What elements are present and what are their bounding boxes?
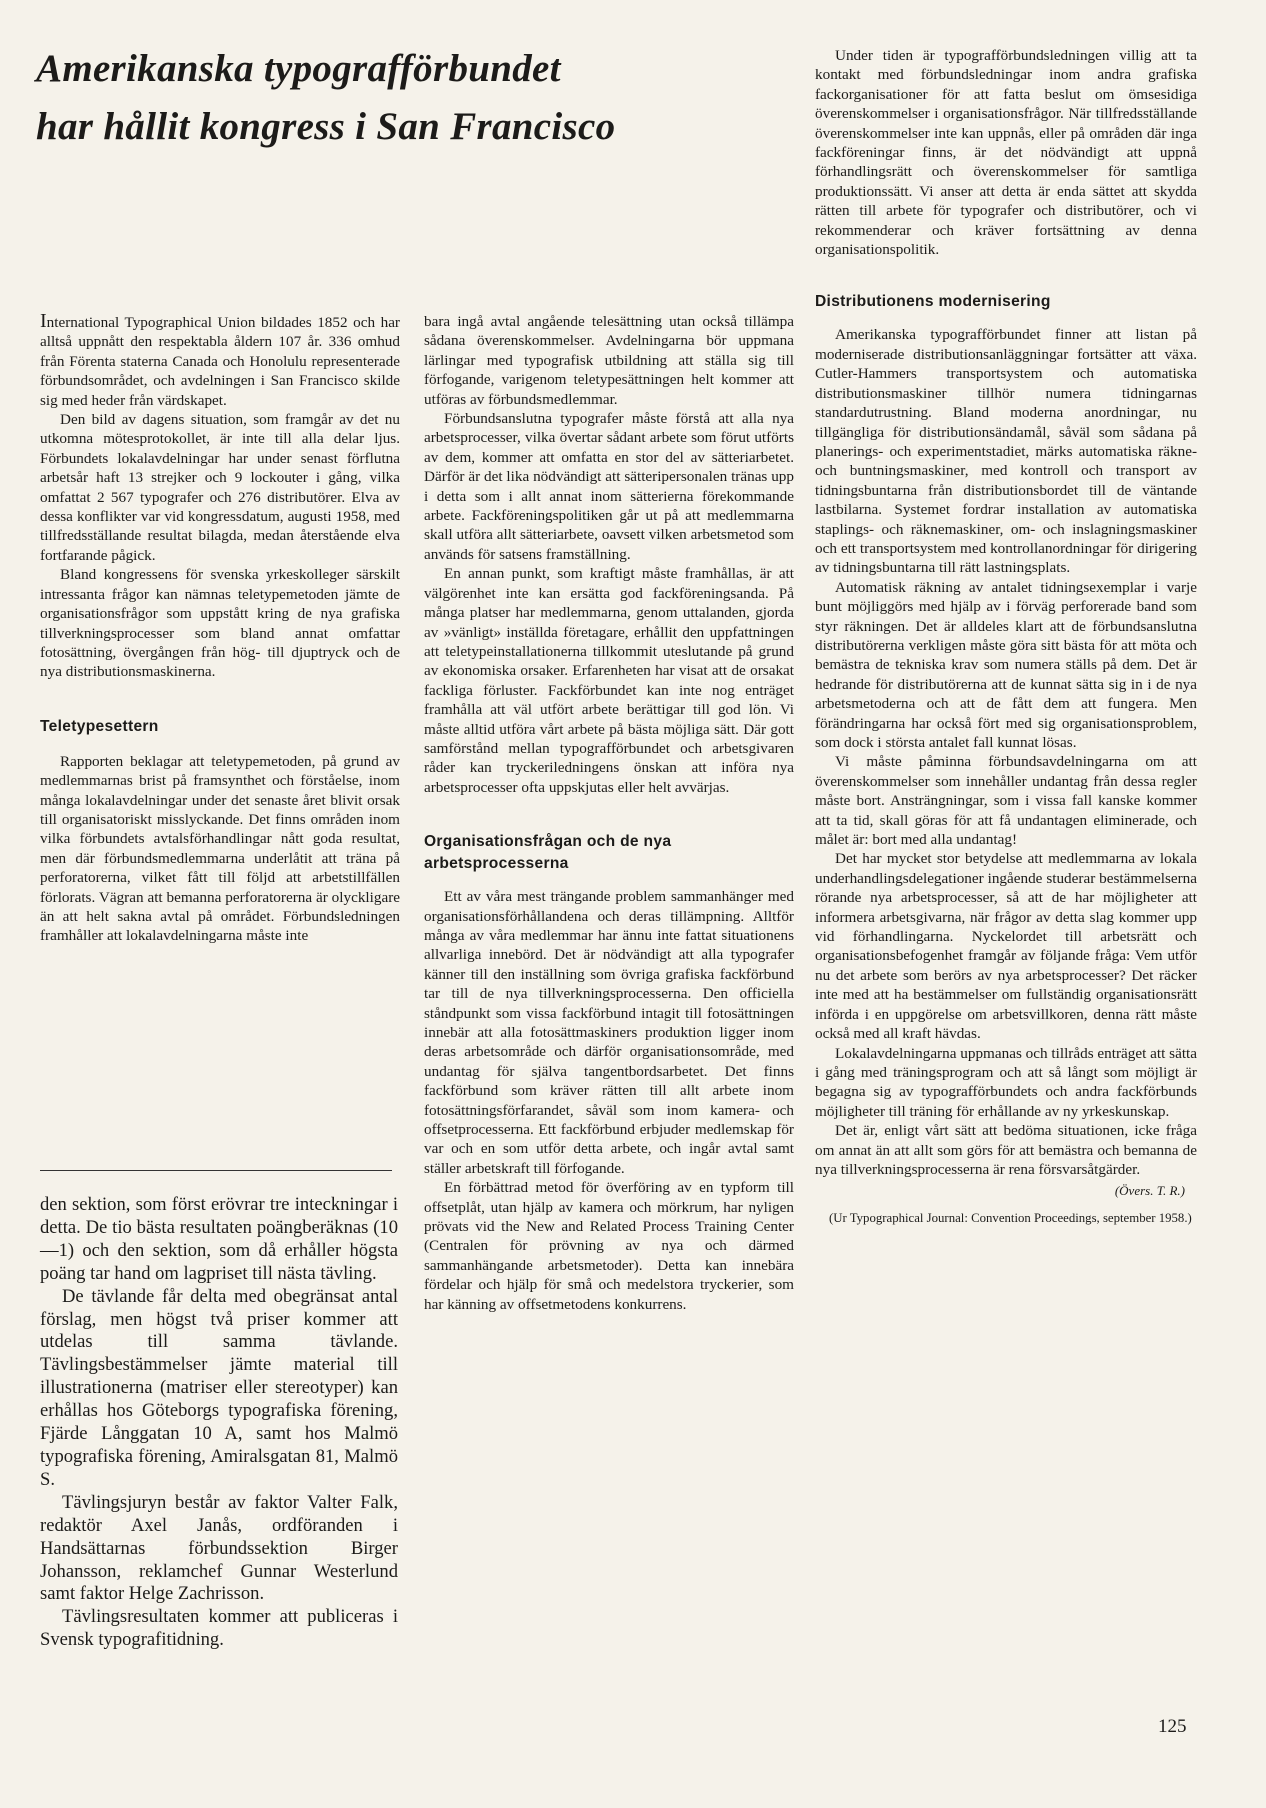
- paragraph: Ett av våra mest trängande problem sammanhänger med organisationsförhållandena och deras tillämpning. Alltför många av våra medlemmar har ännu inte fattat situationens allvarliga innebörd. Det är nödvändigt att alla typografer känner till den inställning som övriga grafiska fackförbund tar till de nya tillverkningsprocesserna. Den officiella ståndpunkt som vissa fackförbund intagit till fotosättningen innebär att alla fotosättmaskiners produktion ligger inom deras arbetsområde och därför organisationsområde, med undantag för själva tangentbordsarbetet. Det finns fackförbund som kräver rätten till allt arbete inom fotosättningsförfarandet, såväl som inom kamera- och offsetprocesserna. Ett fackförbund erbjuder medlemskap för var och en som utför detta arbete, och ingår avtal samt ställer arbetskraft till förfogande.: [424, 888, 794, 1177]
- paragraph: bara ingå avtal angående telesättning utan också tillämpa sådana överenskommelser. Avdelningarna bör uppmana lärlingar med typografisk utbildning att ställa sig till förfogande, varigenom teletypesättningen helt kommer att utföras av förbundsmedlemmar.: [424, 313, 794, 408]
- initial-letter: I: [40, 310, 47, 332]
- column-2: [424, 312, 794, 1314]
- paragraph: Den bild av dagens situation, som framgår av det nu utkomna mötesprotokollet, är inte till alla delar ljus. Förbundets lokalavdelningar har under senast förflutna arbetsår haft 13 strejker och 9 lockouter i gång, vilka omfattat 2 567 typografer och 276 distributörer. Elva av dessa konflikter var vid kongressdatum, augusti 1958, med tillfredsställande resultat bilagda, medan återstående elva fortfarande pågick.: [40, 411, 400, 564]
- translator-signature: (Övers. T. R.): [1114, 1183, 1185, 1199]
- section-heading: Teletypesettern: [40, 717, 159, 735]
- column-1: [40, 312, 400, 946]
- paragraph: Amerikanska typografförbundet finner att listan på moderniserade distributionsanläggningar fortsätter att växa. Cutler-Hammers transportsystem och automatiska distributionsmaskiner tillhör numera tidningarnas standardutrustning. Bland moderna anordningar, nu tillgängliga för distributionsändamål, såväl som sådana på planerings- och experimentstadiet, märks automatiska räkne- och buntningsmaskiner, med kontroll och transport av tidningsbuntarna från distributionsbordet till de väntande lastbilarna. Systemet fordrar installation av automatiska staplings- och räknemaskiner, om- och inslagningsmaskiner och ett transportsystem med kontrollanordningar för dirigering av tidningsbuntarna till rätt lastningsplats.: [815, 326, 1197, 577]
- source-citation: (Ur Typographical Journal: Convention Proceedings, september 1958.): [829, 1210, 1192, 1225]
- page-number: 125: [1158, 1716, 1187, 1737]
- paragraph: Förbundsanslutna typografer måste förstå att alla nya arbetsprocesser, vilka övertar sådant arbete som förut utförts av dem, kommer att omfatta en stor del av sätteriarbetet. Därför är det lika nödvändigt att sätteripersonalen tränas upp i detta som i allt annat inom sätterierna förekommande arbete. Fackföreningspolitiken går ut på att medlemmarna skall utföra allt sätteriarbete, oavsett vilken arbetsmetod som används för satsens framställning.: [424, 410, 794, 563]
- title-line-1: Amerikanska typografförbundet: [36, 47, 561, 90]
- paragraph: Rapporten beklagar att teletypemetoden, på grund av medlemmarnas brist på framsynthet och förståelse, inom många lokalavdelningar under det senaste året blivit orsak till organisatoriskt misslyckande. Det finns områden inom vilka förbundets avtalsförhandlingar nått goda resultat, men där förbundsmedlemmarna underlåtit att träna på perforatorerna, vilket fått till följd att arbetstillfällen förlorats. Vägran att bemanna perforatorerna är olyckligare än att helt sakna avtal på området. Förbundsledningen framhåller att lokalavdelningarna måste inte: [40, 752, 400, 945]
- column-3: [815, 46, 1197, 1226]
- divider: [40, 1170, 392, 1171]
- paragraph: Vi måste påminna förbundsavdelningarna om att överenskommelser som innehåller undantag från dessa regler måste bort. Ansträngningar, som i vissa fall kanske kommer att ta tid, skall göras för att få undantagen eliminerade, och målet är: bort med alla undantag!: [815, 753, 1197, 849]
- title-line-2: har hållit kongress i San Francisco: [36, 105, 616, 148]
- paragraph: Bland kongressens för svenska yrkeskolleger särskilt intressanta frågor kan nämnas teletypemetoden jämte de organisationsfrågor som uppstått kring de nya grafiska tillverkningsprocesser som bland annat omfattar fotosättning, övergången från hög- till djuptryck och de nya distributionsmaskinerna.: [40, 566, 400, 681]
- article-title: [36, 40, 656, 156]
- section-heading: Organisationsfrågan och de nya arbetsprocesserna: [424, 833, 672, 873]
- paragraph: International Typographical Union bildades 1852 och har alltså uppnått den respektabla åldern 107 år. 336 omhud från Förenta staterna Canada och Honolulu representerade förbundsområdet, och avdelningen i San Francisco skilde sig med heder från värdskapet.: [40, 310, 400, 409]
- paragraph: Det har mycket stor betydelse att medlemmarna av lokala underhandlingsdelegationer ingående studerar bestämmelserna rörande nya arbetsprocesser, så att de har möjligheter att informera arbetsgivarna, när frågor av detta slag kommer upp vid förhandlingarna. Nyckelordet till arbetsrätt och organisationsbefogenhet framgår av följande fråga: Vem utför nu det arbete som berörs av nya arbetsprocesser? Det räcker inte med att ha bestämmelser om fullständig organisationsrätt införda i en uppgörelse om arbetsvillkoren, denna rätt måste också med all kraft hävdas.: [815, 850, 1197, 1043]
- paragraph: En förbättrad metod för överföring av en typform till offsetplåt, utan hjälp av kamera och mörkrum, har nyligen prövats vid the New and Related Process Training Center (Centralen för prövning av nya och därmed sammanhängande arbetsmetoder). Detta kan innebära fördelar och hjälp för små och medelstora tryckerier, som har känning av offsetmetodens konkurrens.: [424, 1179, 794, 1313]
- paragraph: Automatisk räkning av antalet tidningsexemplar i varje bunt möjliggörs med hjälp av i förväg perforerade band som styr räkningen. Det är alldeles klart att de förbundsanslutna distributörerna verkligen måste göra sitt bästa för att möta och bemästra de tekniska krav som numera ställs på dem. Det är hedrande för distributörerna att de kunnat sätta sig in i de nya arbetsmetoderna och att de fått dem att fungera. Men förändringarna har också fört med sig organisationsproblem, som dock i största antalet fall kunnat lösas.: [815, 578, 1197, 751]
- paragraph: Tävlingsjuryn består av faktor Valter Falk, redaktör Axel Janås, ordföranden i Handsättarnas förbundssektion Birger Johansson, reklamchef Gunnar Westerlund samt faktor Helge Zachrisson.: [40, 1491, 398, 1605]
- paragraph: Tävlingsresultaten kommer att publiceras i Svensk typografitidning.: [40, 1606, 398, 1651]
- paragraph: Det är, enligt vårt sätt att bedöma situationen, icke fråga om annat än att allt som görs för att bemästra och bemanna de nya tillverkningsprocesserna är rena försvarsåtgärder.: [815, 1122, 1197, 1178]
- paragraph: Under tiden är typografförbundsledningen villig att ta kontakt med förbundsledningar inom andra grafiska fackorganisationer för att fatta beslut om ömsesidiga överenskommelser i organisationsfrågor. När tillfredsställande överenskommelser inte kan uppnås, eller på områden där inga fackföreningar finns, är det nödvändigt att uppnå förhandlingsrätt och överenskommelser för samtliga produktionssätt. Vi anser att detta är enda sättet att skydda rätten till arbete för typografer och distributörer, och vi rekommenderar och kräver fortsättning av denna organisationspolitik.: [815, 47, 1197, 259]
- competition-notice: [40, 1194, 398, 1652]
- paragraph: En annan punkt, som kraftigt måste framhållas, är att välgörenhet inte kan ersätta god fackföreningsanda. På många platser har medlemmarna, genom uttalanden, gjorda av »vänligt» inställda företagare, erhållit den uppfattningen att teletypeinstallationerna tillkommit uteslutande på grund av ekonomiska orsaker. Erfarenheten har visat att de orsakat fackliga förluster. Fackförbundet kan inte nog enträget framhålla att väl utfört arbete berättigar till god lön. Vi måste alltid utföra vårt arbete på bästa möjliga sätt. Där gott samförstånd mellan typografförbundet och arbetsgivaren råder kan tryckeriledningens önskan att införa nya arbetsprocesser ofta uppskjutas eller helt avvärjas.: [424, 565, 794, 796]
- paragraph: De tävlande får delta med obegränsat antal förslag, men högst två priser kommer att utdelas till samma tävlande. Tävlingsbestämmelser jämte material till illustrationerna (matriser eller stereotyper) kan erhållas hos Göteborgs typografiska förening, Fjärde Långgatan 10 A, samt hos Malmö typografiska förening, Amiralsgatan 81, Malmö S.: [40, 1285, 398, 1490]
- paragraph: den sektion, som först erövrar tre inteckningar i detta. De tio bästa resultaten poängberäknas (10—1) och den sektion, som då erhåller högsta poäng tar hand om lagpriset till nästa tävling.: [40, 1194, 398, 1284]
- paragraph: Lokalavdelningarna uppmanas och tillråds enträget att sätta i gång med träningsprogram och att så långt som möjligt är begagna sig av typografförbundets och andra fackförbunds möjligheter till träning för erhållande av ny yrkeskunskap.: [815, 1044, 1197, 1120]
- section-heading: Distributionens modernisering: [815, 293, 1051, 311]
